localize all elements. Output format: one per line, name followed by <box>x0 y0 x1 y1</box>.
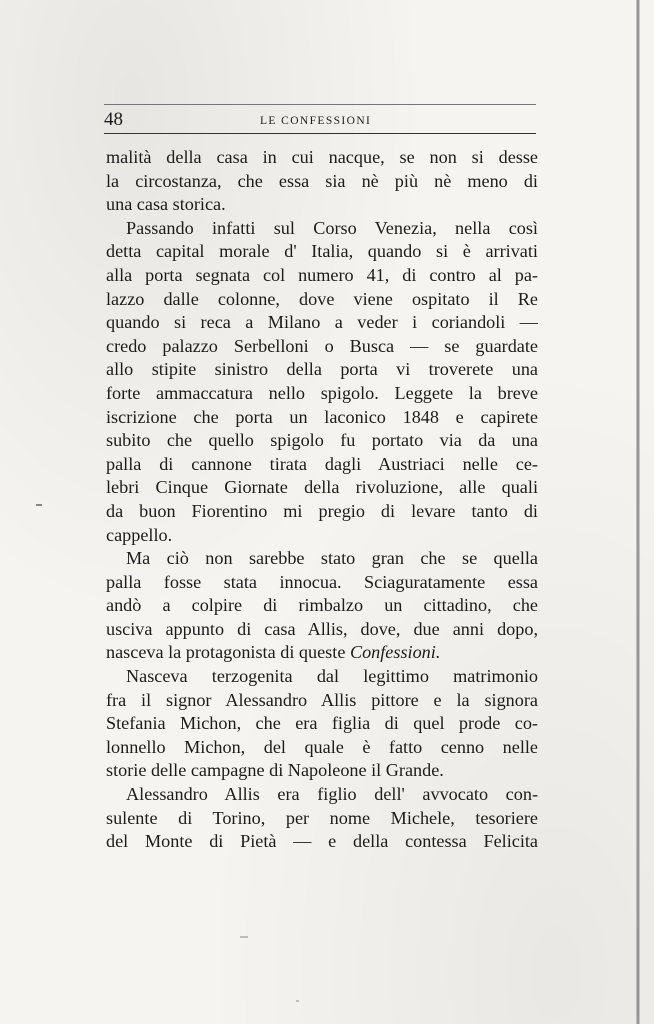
text-line: andò a colpire di rimbalzo un cittadino, che <box>106 595 538 616</box>
text-line: fra il signor Alessandro Allis pittore e la signora <box>106 689 538 710</box>
page-number: 48 <box>104 109 123 130</box>
text-line: da buon Fiorentino mi pregio di levare tanto di <box>106 500 538 521</box>
text-line: allo stipite sinistro della porta vi troverete una <box>106 359 538 380</box>
text-line: una casa storica. <box>106 194 226 215</box>
text-line: forte ammaccatura nello spigolo. Leggete la breve <box>106 382 538 403</box>
text-line: Passando infatti sul Corso Venezia, nella così <box>126 217 538 238</box>
text-line: palla di cannone tirata dagli Austriaci nelle ce- <box>106 453 538 474</box>
text-line: subito che quello spigolo fu portato via da una <box>106 430 538 451</box>
text-line: storie delle campagne di Napoleone il Grande. <box>106 760 444 781</box>
paper-spot <box>240 936 248 938</box>
text-line: usciva appunto di casa Allis, dove, due anni dopo, <box>106 618 538 639</box>
body-text <box>106 146 538 854</box>
text-line: malità della casa in cui nacque, se non si desse <box>106 147 538 167</box>
text-line: Alessandro Allis era figlio dell' avvocato con- <box>126 784 538 805</box>
text-line: lazzo dalle colonne, dove viene ospitato il Re <box>106 288 538 309</box>
text-line: quando si reca a Milano a veder i coriandoli — <box>106 312 538 333</box>
text-line: Ma ciò non sarebbe stato gran che se quella <box>126 548 538 569</box>
text-line: sulente di Torino, per nome Michele, tesoriere <box>106 807 538 828</box>
text-line: lonnello Michon, del quale è fatto cenno nelle <box>106 736 538 757</box>
running-head <box>104 104 536 134</box>
margin-mark <box>36 504 42 506</box>
text-line: palla fosse stata innocua. Sciaguratamente essa <box>106 571 538 592</box>
text-line <box>106 641 538 665</box>
text-line: credo palazzo Serbelloni o Busca — se guardate <box>106 335 538 356</box>
text-line: iscrizione che porta un laconico 1848 e capirete <box>106 406 538 427</box>
text-line: Nasceva terzogenita dal legittimo matrimonio <box>126 666 538 687</box>
text-line: detta capital morale d' Italia, quando si è arrivati <box>106 241 538 262</box>
text-line: alla porta segnata col numero 41, di contro al pa- <box>106 264 538 285</box>
text-line: cappello. <box>106 524 173 545</box>
text-line: Stefania Michon, che era figlia di quel prode co- <box>106 713 538 734</box>
text-line-start: nasceva la protagonista di queste <box>106 642 350 663</box>
text-line: la circostanza, che essa sia nè più nè meno di <box>106 170 538 191</box>
text-line: lebri Cinque Giornate della rivoluzione, alle quali <box>106 477 538 498</box>
paper-spot <box>296 1000 299 1002</box>
text-line: del Monte di Pietà — e della contessa Felicita <box>106 831 538 852</box>
italic-book-title: Confessioni. <box>349 642 441 663</box>
binding-edge <box>636 0 640 1024</box>
running-title: LE CONFESSIONI <box>260 115 372 127</box>
